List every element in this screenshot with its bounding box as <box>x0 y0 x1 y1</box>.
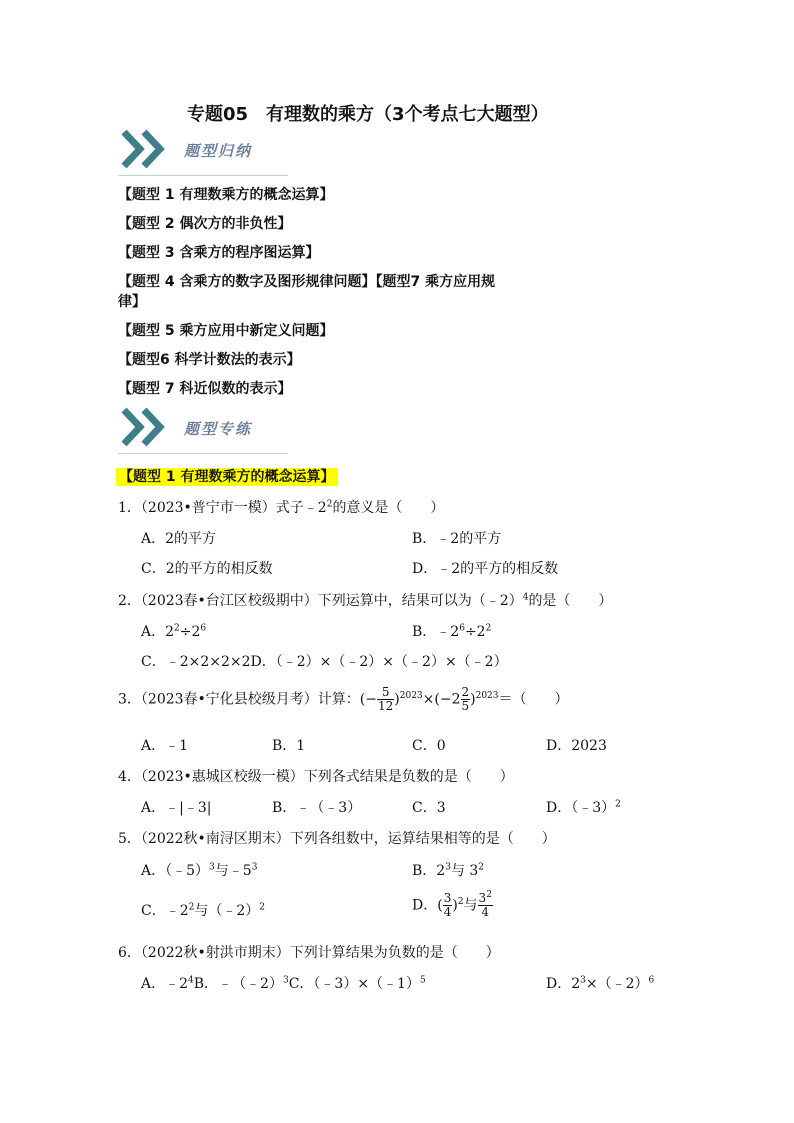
q3-option-d: D．2023 <box>546 738 607 754</box>
question-4-stem: 4．（2023•惠城区校级一模）下列各式结果是负数的是（ ） <box>118 769 514 785</box>
page-title: 专题05 有理数的乘方（3个考点七大题型） <box>187 104 549 125</box>
q1-option-c: C．2的平方的相反数 <box>141 561 273 577</box>
question-1-stem: 1．（2023•普宁市一模）式子$﹣2^2$的意义是（ ） <box>118 499 445 516</box>
category-item: 【题型 2 偶次方的非负性】 <box>118 216 292 232</box>
banner-label: 题型专练 <box>184 420 253 438</box>
q2-option-cd: C．﹣2×2×2×2D．（﹣2）×（﹣2）×（﹣2）×（﹣2） <box>141 654 508 670</box>
q4-option-d: D．（﹣3）$^2$ <box>546 799 621 816</box>
double-chevron-icon <box>118 404 178 450</box>
q5-option-c: C．$﹣2^2$与（﹣2）$^2$ <box>141 902 266 919</box>
double-chevron-icon <box>118 126 178 172</box>
banner-label: 题型归纳 <box>184 142 253 160</box>
q6-option-abc: A．$﹣2^4B$．﹣（﹣2）$^3$C．（﹣3）×（﹣1）$^5$ <box>141 975 426 992</box>
category-item: 【题型 7 科近似数的表示】 <box>118 381 292 397</box>
category-item: 【题型 4 含乘方的数字及图形规律问题】【题型7 乘方应用规 <box>118 274 496 290</box>
fraction: $\frac{3}{4}$ <box>443 891 452 919</box>
q2-option-a: A．$2^2\div 2^6$ <box>141 623 207 640</box>
q2-option-b: B．$﹣2^6\div 2^2$ <box>412 623 492 640</box>
question-2-stem: 2．（2023春•台江区校级期中）下列运算中，结果可以为（﹣2）$^4$的是（ ） <box>118 592 613 609</box>
q3-option-a: A．﹣1 <box>141 738 189 754</box>
q1-option-b: B．﹣2的平方 <box>412 531 502 547</box>
banner-underline <box>118 175 288 176</box>
question-3-stem: 3．（2023春•宁化县校级月考）计算：(− $\frac{5}{12}$ )$^{2023}$×(−2 $\frac{2}{5}$ )$^{2023}$＝（ ） <box>118 685 569 713</box>
q4-option-a: A．﹣|﹣3| <box>141 800 212 816</box>
q1-option-d: D．﹣2的平方的相反数 <box>412 561 559 577</box>
q5-option-a: A．（﹣5）$^3$与$﹣5^3$ <box>141 862 258 879</box>
section-banner-practice <box>118 404 288 454</box>
category-item: 律】 <box>118 294 146 310</box>
category-item: 【题型 1 有理数乘方的概念运算】 <box>118 187 334 203</box>
q5-option-d: D．( $\frac{3}{4}$ )$^2$与 $\frac{3^2}{4}$ <box>412 890 492 919</box>
q4-option-b: B．﹣（﹣3） <box>272 800 362 816</box>
section-banner-summary <box>118 126 288 176</box>
banner-underline <box>118 453 288 454</box>
section-heading: 【题型 1 有理数乘方的概念运算】 <box>116 466 338 486</box>
fraction: $\frac{3^2}{4}$ <box>478 890 492 919</box>
question-5-stem: 5．（2022秋•南浔区期末）下列各组数中，运算结果相等的是（ ） <box>118 831 556 847</box>
q3-option-b: B．1 <box>272 738 306 754</box>
q6-option-d: D．$2^3\times(﹣2)^6$ <box>546 975 655 992</box>
q4-option-c: C．3 <box>412 800 446 816</box>
q3-option-c: C．0 <box>412 738 446 754</box>
fraction: $\frac{2}{5}$ <box>461 685 470 713</box>
q1-option-a: A．2的平方 <box>141 531 217 547</box>
question-6-stem: 6．（2022秋•射洪市期末）下列计算结果为负数的是（ ） <box>118 945 500 961</box>
q5-option-b: B．$2^3$与 $3^2$ <box>412 862 485 879</box>
fraction: $\frac{5}{12}$ <box>378 685 394 713</box>
category-item: 【题型6 科学计数法的表示】 <box>118 352 301 368</box>
category-item: 【题型 3 含乘方的程序图运算】 <box>118 245 320 261</box>
category-item: 【题型 5 乘方应用中新定义问题】 <box>118 323 334 339</box>
